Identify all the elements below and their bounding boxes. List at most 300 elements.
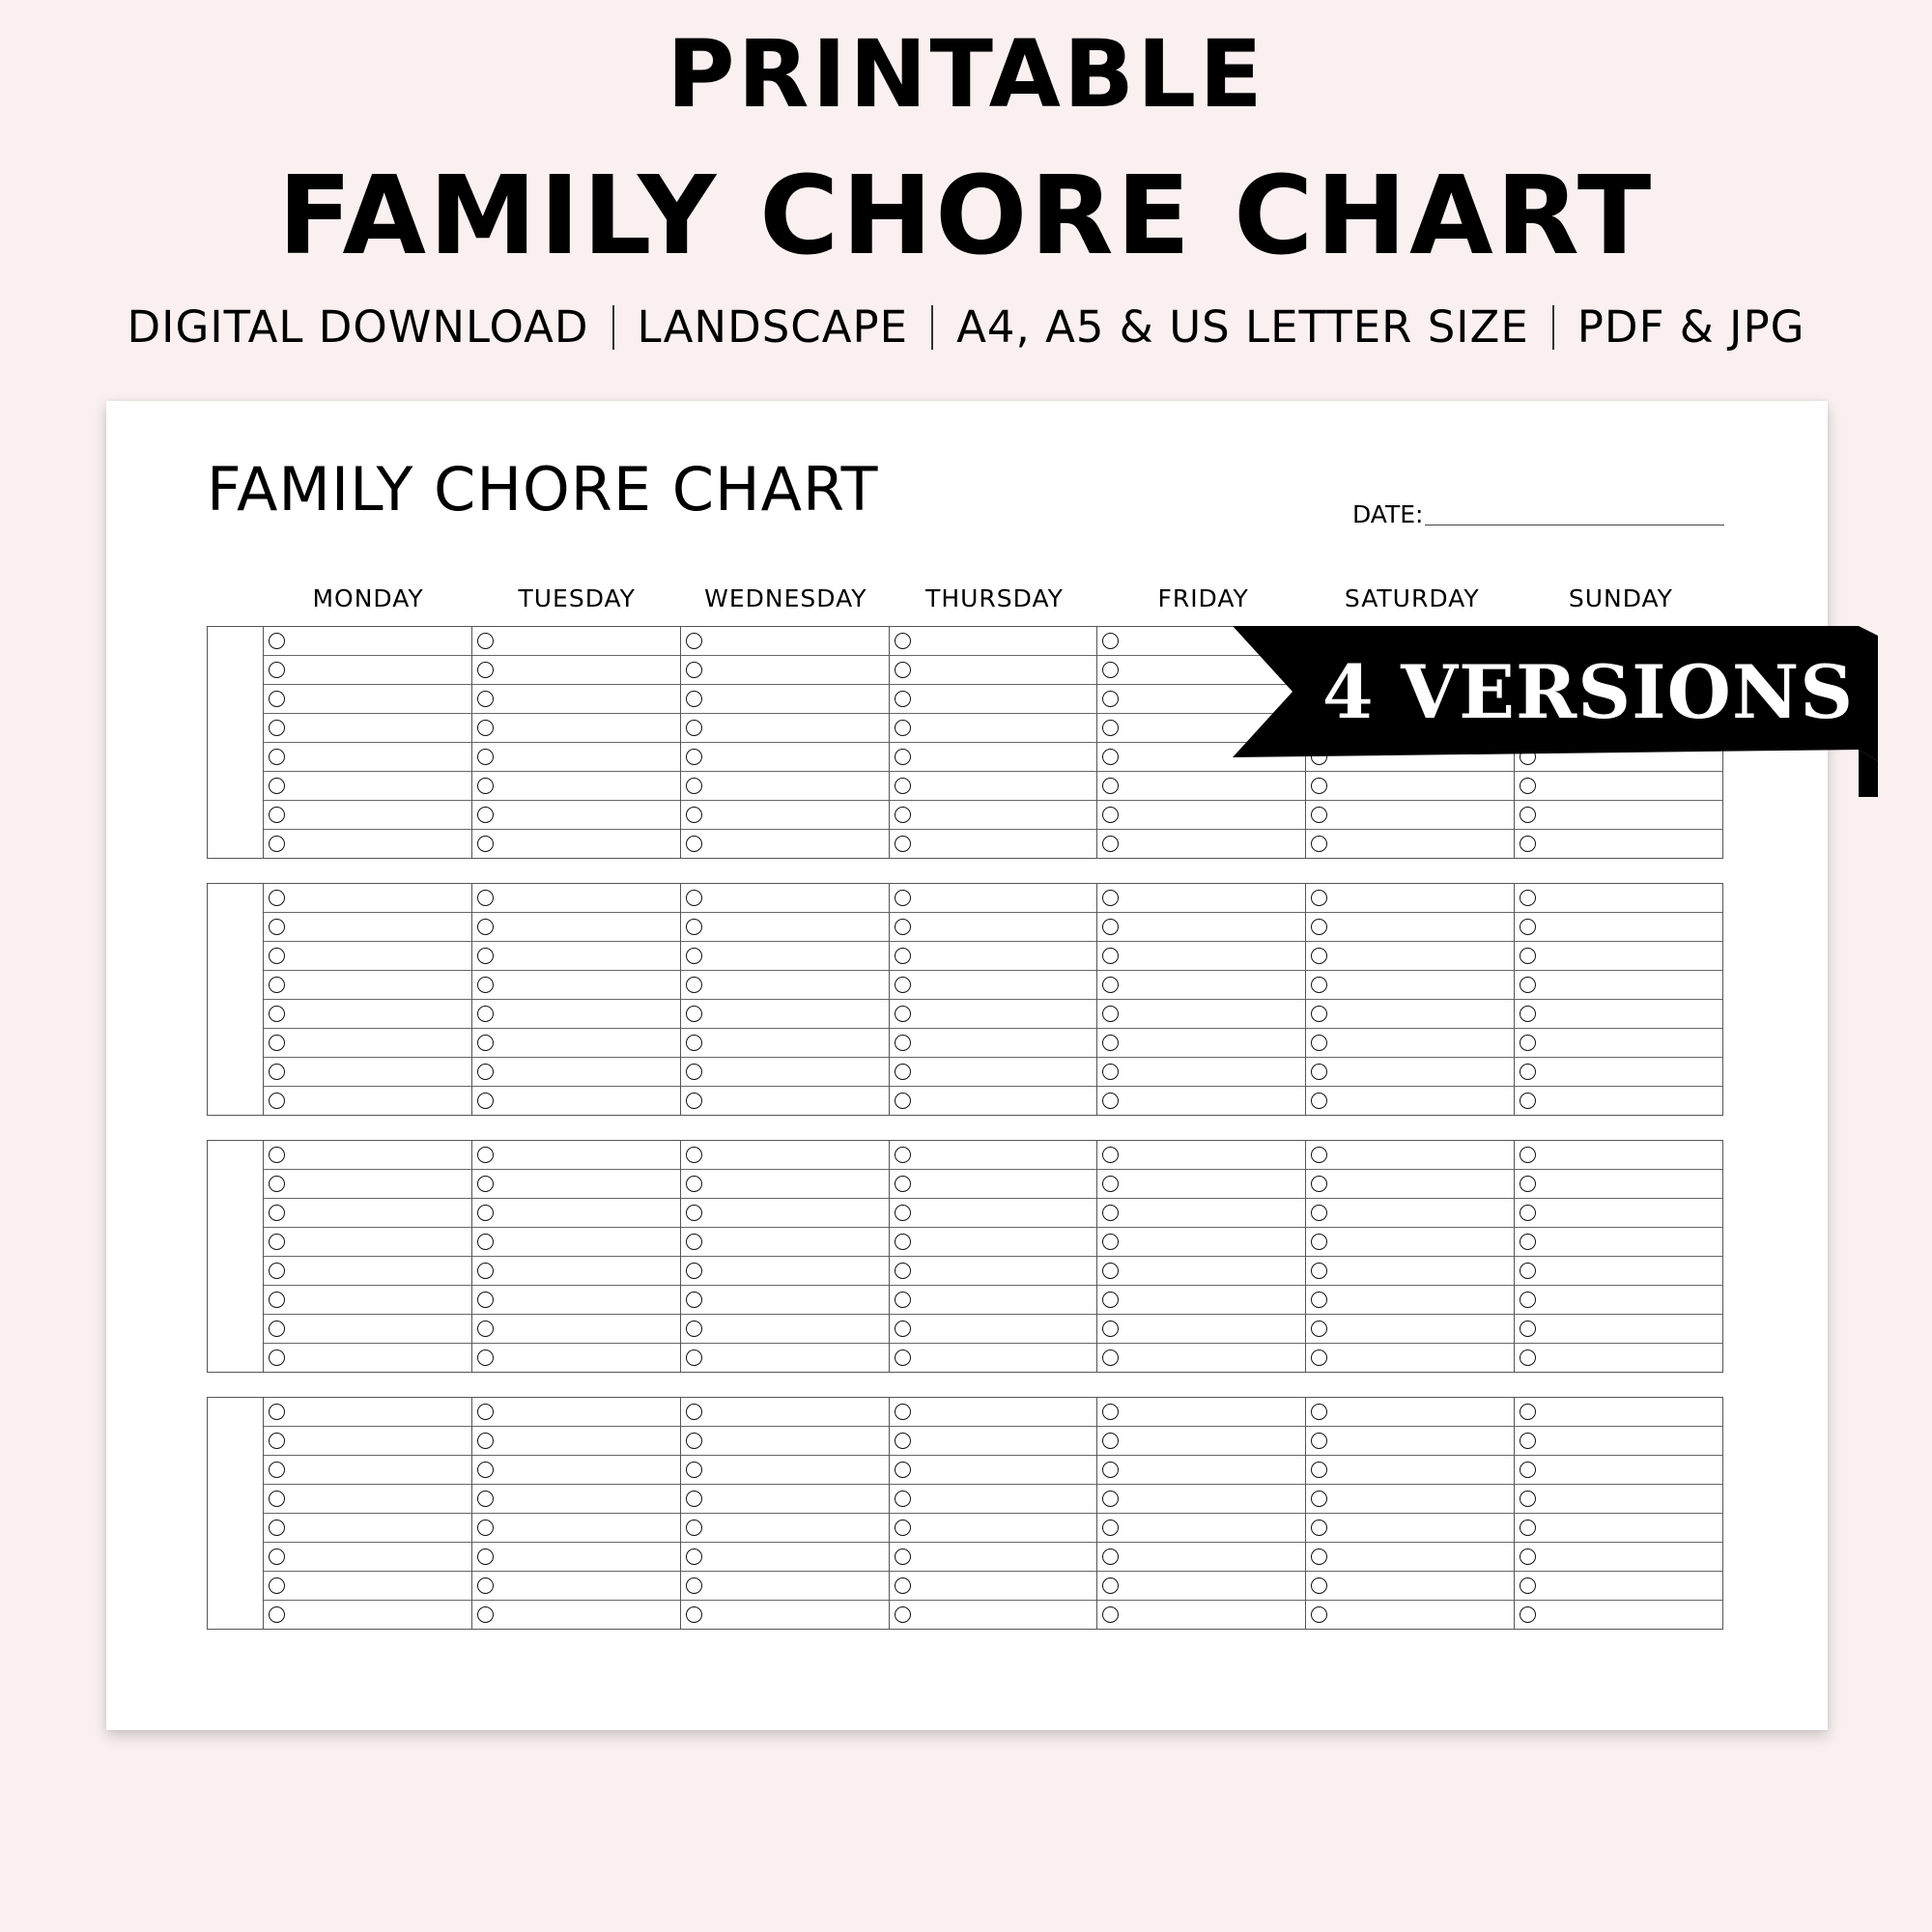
chore-row: [1306, 1029, 1514, 1058]
chore-row: [681, 913, 889, 942]
checkbox-circle-icon: [686, 1147, 702, 1163]
chore-row: [472, 1170, 680, 1199]
chore-row: [890, 1514, 1097, 1543]
checkbox-circle-icon: [686, 948, 702, 964]
chore-row: [1097, 1344, 1305, 1372]
chore-row: [264, 1058, 471, 1087]
feature-sizes: A4, A5 & US LETTER SIZE: [956, 301, 1529, 353]
chore-row: [1515, 1601, 1722, 1629]
checkbox-circle-icon: [269, 1006, 285, 1022]
chore-row: [1515, 1199, 1722, 1228]
checkbox-circle-icon: [686, 1520, 702, 1536]
checkbox-circle-icon: [269, 1205, 285, 1221]
checkbox-circle-icon: [1520, 1321, 1536, 1337]
checkbox-circle-icon: [1520, 1462, 1536, 1478]
day-header: [264, 584, 1725, 612]
chore-row: [472, 1543, 680, 1572]
chore-row: [681, 1087, 889, 1115]
chore-row: [1515, 1344, 1722, 1372]
chore-row: [1515, 884, 1722, 913]
checkbox-circle-icon: [1311, 977, 1327, 993]
chore-row: [472, 1257, 680, 1286]
checkbox-circle-icon: [269, 633, 285, 649]
checkbox-circle-icon: [1102, 1093, 1119, 1109]
chore-row: [1515, 1058, 1722, 1087]
checkbox-circle-icon: [477, 1006, 494, 1022]
chore-row: [1097, 1000, 1305, 1029]
chore-row: [681, 1029, 889, 1058]
chore-row: [264, 1228, 471, 1257]
checkbox-circle-icon: [686, 1093, 702, 1109]
checkbox-circle-icon: [686, 1321, 702, 1337]
checkbox-circle-icon: [477, 1205, 494, 1221]
chore-row: [1306, 1228, 1514, 1257]
checkbox-circle-icon: [477, 1064, 494, 1080]
chore-row: [264, 1087, 471, 1115]
chore-row: [472, 1199, 680, 1228]
chore-row: [1515, 1456, 1722, 1485]
chore-row: [472, 1228, 680, 1257]
chore-row: [890, 942, 1097, 971]
checkbox-circle-icon: [895, 890, 911, 906]
checkbox-circle-icon: [1311, 1350, 1327, 1366]
checkbox-circle-icon: [269, 1147, 285, 1163]
checkbox-circle-icon: [1102, 1176, 1119, 1192]
checkbox-circle-icon: [1520, 1093, 1536, 1109]
chore-row: [1097, 1427, 1305, 1456]
chore-row: [890, 884, 1097, 913]
chore-row: [890, 1170, 1097, 1199]
feature-divider: [931, 305, 933, 350]
day-column-tuesday: [472, 884, 681, 1115]
checkbox-circle-icon: [1102, 662, 1119, 678]
checkbox-circle-icon: [1520, 1520, 1536, 1536]
chore-block: [207, 1397, 1723, 1630]
checkbox-circle-icon: [1520, 1064, 1536, 1080]
checkbox-circle-icon: [1102, 919, 1119, 935]
chore-row: [1097, 830, 1305, 858]
day-column-monday: [264, 627, 472, 858]
checkbox-circle-icon: [895, 1292, 911, 1308]
checkbox-circle-icon: [895, 1350, 911, 1366]
day-column-tuesday: [472, 1398, 681, 1629]
chore-row: [472, 1427, 680, 1456]
chore-row: [472, 656, 680, 685]
checkbox-circle-icon: [1520, 1491, 1536, 1507]
chore-row: [1515, 1228, 1722, 1257]
chore-row: [1306, 1456, 1514, 1485]
checkbox-circle-icon: [686, 1205, 702, 1221]
chore-row: [472, 971, 680, 1000]
chore-row: [264, 656, 471, 685]
day-column-thursday: [890, 627, 1098, 858]
day-saturday: SATURDAY: [1344, 584, 1480, 612]
day-column-sunday: [1515, 1141, 1722, 1372]
checkbox-circle-icon: [686, 1035, 702, 1051]
checkbox-circle-icon: [895, 1577, 911, 1594]
checkbox-circle-icon: [477, 1577, 494, 1594]
checkbox-circle-icon: [1520, 977, 1536, 993]
chore-row: [681, 1199, 889, 1228]
checkbox-circle-icon: [895, 1606, 911, 1623]
checkbox-circle-icon: [269, 836, 285, 852]
chore-row: [1097, 1257, 1305, 1286]
checkbox-circle-icon: [477, 807, 494, 823]
chore-row: [681, 685, 889, 714]
checkbox-circle-icon: [1102, 1520, 1119, 1536]
chore-row: [1306, 884, 1514, 913]
checkbox-circle-icon: [1311, 1176, 1327, 1192]
chore-row: [681, 1257, 889, 1286]
family-member-name-cell: [208, 1398, 264, 1629]
checkbox-circle-icon: [895, 1491, 911, 1507]
checkbox-circle-icon: [1102, 720, 1119, 736]
checkbox-circle-icon: [1102, 1433, 1119, 1449]
checkbox-circle-icon: [895, 836, 911, 852]
chore-row: [1515, 1485, 1722, 1514]
feature-divider: [1552, 305, 1554, 350]
chore-row: [681, 656, 889, 685]
date-line: [1425, 525, 1724, 526]
chore-row: [1515, 1087, 1722, 1115]
day-column-saturday: [1306, 1398, 1515, 1629]
chore-row: [1097, 1485, 1305, 1514]
checkbox-circle-icon: [895, 1404, 911, 1420]
chore-row: [1306, 1344, 1514, 1372]
chore-row: [264, 1572, 471, 1601]
checkbox-circle-icon: [477, 1234, 494, 1250]
day-column-sunday: [1515, 884, 1722, 1115]
checkbox-circle-icon: [477, 977, 494, 993]
chore-row: [1097, 1315, 1305, 1344]
chore-row: [1306, 913, 1514, 942]
chore-row: [472, 627, 680, 656]
day-column-saturday: [1306, 1141, 1515, 1372]
chore-row: [1097, 801, 1305, 830]
chore-row: [681, 801, 889, 830]
chore-row: [681, 1485, 889, 1514]
checkbox-circle-icon: [895, 633, 911, 649]
chore-block: [207, 883, 1723, 1116]
chore-row: [681, 1456, 889, 1485]
versions-label: 4 VERSIONS: [1321, 648, 1855, 735]
checkbox-circle-icon: [477, 1176, 494, 1192]
chore-row: [1306, 1543, 1514, 1572]
checkbox-circle-icon: [1102, 633, 1119, 649]
chore-row: [1097, 1572, 1305, 1601]
checkbox-circle-icon: [1520, 1548, 1536, 1565]
chore-row: [472, 1601, 680, 1629]
chore-row: [264, 772, 471, 801]
checkbox-circle-icon: [895, 1263, 911, 1279]
chore-row: [472, 913, 680, 942]
chore-row: [264, 1543, 471, 1572]
checkbox-circle-icon: [686, 1350, 702, 1366]
headline-printable: PRINTABLE: [667, 20, 1265, 128]
checkbox-circle-icon: [1311, 1548, 1327, 1565]
checkbox-circle-icon: [686, 977, 702, 993]
checkbox-circle-icon: [269, 749, 285, 765]
checkbox-circle-icon: [1520, 1404, 1536, 1420]
checkbox-circle-icon: [1520, 1263, 1536, 1279]
chore-row: [472, 884, 680, 913]
chore-row: [264, 1170, 471, 1199]
chore-row: [890, 1315, 1097, 1344]
checkbox-circle-icon: [1311, 1433, 1327, 1449]
day-column-friday: [1097, 1141, 1306, 1372]
checkbox-circle-icon: [1102, 1006, 1119, 1022]
chore-row: [890, 1141, 1097, 1170]
checkbox-circle-icon: [686, 633, 702, 649]
checkbox-circle-icon: [1311, 890, 1327, 906]
checkbox-circle-icon: [269, 1520, 285, 1536]
chore-row: [264, 1199, 471, 1228]
checkbox-circle-icon: [686, 1548, 702, 1565]
checkbox-circle-icon: [1102, 749, 1119, 765]
chore-row: [264, 1485, 471, 1514]
checkbox-circle-icon: [1102, 1263, 1119, 1279]
checkbox-circle-icon: [477, 890, 494, 906]
chore-row: [264, 913, 471, 942]
chore-row: [681, 1514, 889, 1543]
chore-row: [264, 1456, 471, 1485]
chore-row: [890, 801, 1097, 830]
chore-row: [1515, 1029, 1722, 1058]
checkbox-circle-icon: [686, 1606, 702, 1623]
chore-row: [1097, 1543, 1305, 1572]
chore-row: [890, 1228, 1097, 1257]
chore-row: [1306, 1199, 1514, 1228]
checkbox-circle-icon: [477, 1292, 494, 1308]
checkbox-circle-icon: [269, 1548, 285, 1565]
checkbox-circle-icon: [686, 1433, 702, 1449]
chore-row: [1097, 1228, 1305, 1257]
checkbox-circle-icon: [686, 1404, 702, 1420]
checkbox-circle-icon: [1102, 1205, 1119, 1221]
checkbox-circle-icon: [1311, 1321, 1327, 1337]
day-column-friday: [1097, 884, 1306, 1115]
checkbox-circle-icon: [1311, 1491, 1327, 1507]
chore-row: [472, 743, 680, 772]
chore-row: [472, 830, 680, 858]
chore-row: [681, 1286, 889, 1315]
chore-row: [1306, 942, 1514, 971]
chore-chart-sheet: [106, 401, 1828, 1730]
day-tuesday: TUESDAY: [518, 584, 636, 612]
checkbox-circle-icon: [895, 778, 911, 794]
chore-row: [890, 1485, 1097, 1514]
checkbox-circle-icon: [269, 1263, 285, 1279]
chore-row: [681, 1601, 889, 1629]
date-field: [1352, 500, 1724, 528]
checkbox-circle-icon: [686, 1064, 702, 1080]
checkbox-circle-icon: [477, 1520, 494, 1536]
day-column-wednesday: [681, 884, 890, 1115]
checkbox-circle-icon: [686, 662, 702, 678]
checkbox-circle-icon: [477, 691, 494, 707]
checkbox-circle-icon: [477, 1404, 494, 1420]
chore-row: [1097, 971, 1305, 1000]
checkbox-circle-icon: [686, 919, 702, 935]
day-column-monday: [264, 1141, 472, 1372]
chore-row: [264, 1029, 471, 1058]
chore-row: [1306, 1141, 1514, 1170]
chore-row: [1306, 1514, 1514, 1543]
chore-row: [1097, 1456, 1305, 1485]
chore-row: [681, 1398, 889, 1427]
checkbox-circle-icon: [269, 1491, 285, 1507]
chore-row: [890, 743, 1097, 772]
checkbox-circle-icon: [477, 1548, 494, 1565]
chore-row: [890, 656, 1097, 685]
chore-row: [472, 801, 680, 830]
chore-row: [890, 1398, 1097, 1427]
chore-row: [1306, 1257, 1514, 1286]
checkbox-circle-icon: [269, 720, 285, 736]
day-column-wednesday: [681, 1141, 890, 1372]
checkbox-circle-icon: [686, 1577, 702, 1594]
checkbox-circle-icon: [1102, 1035, 1119, 1051]
checkbox-circle-icon: [1520, 919, 1536, 935]
chore-row: [1515, 1514, 1722, 1543]
checkbox-circle-icon: [1520, 1147, 1536, 1163]
day-thursday: THURSDAY: [925, 584, 1064, 612]
chore-row: [890, 627, 1097, 656]
chore-row: [890, 1601, 1097, 1629]
chore-row: [681, 1543, 889, 1572]
chore-row: [681, 627, 889, 656]
chore-row: [681, 942, 889, 971]
checkbox-circle-icon: [895, 1234, 911, 1250]
chore-row: [472, 1286, 680, 1315]
chore-row: [1515, 913, 1722, 942]
chore-row: [1097, 1170, 1305, 1199]
checkbox-circle-icon: [269, 1606, 285, 1623]
chore-row: [1515, 830, 1722, 858]
checkbox-circle-icon: [1102, 1234, 1119, 1250]
chore-row: [264, 1286, 471, 1315]
checkbox-circle-icon: [895, 807, 911, 823]
checkbox-circle-icon: [477, 836, 494, 852]
chore-row: [681, 1427, 889, 1456]
checkbox-circle-icon: [1102, 948, 1119, 964]
chore-row: [472, 714, 680, 743]
checkbox-circle-icon: [1102, 1462, 1119, 1478]
chore-row: [1097, 1398, 1305, 1427]
chore-row: [1097, 1601, 1305, 1629]
family-member-name-cell: [208, 884, 264, 1115]
checkbox-circle-icon: [895, 948, 911, 964]
chore-row: [1306, 1000, 1514, 1029]
chore-row: [1097, 1199, 1305, 1228]
checkbox-circle-icon: [1311, 1292, 1327, 1308]
checkbox-circle-icon: [1520, 1035, 1536, 1051]
chore-row: [1515, 1543, 1722, 1572]
chore-row: [1515, 1315, 1722, 1344]
checkbox-circle-icon: [1311, 1205, 1327, 1221]
checkbox-circle-icon: [686, 720, 702, 736]
checkbox-circle-icon: [269, 1404, 285, 1420]
checkbox-circle-icon: [269, 1234, 285, 1250]
checkbox-circle-icon: [1102, 1606, 1119, 1623]
chore-row: [264, 1315, 471, 1344]
chore-row: [890, 1543, 1097, 1572]
checkbox-circle-icon: [1520, 807, 1536, 823]
chore-row: [681, 971, 889, 1000]
chore-row: [264, 1601, 471, 1629]
checkbox-circle-icon: [895, 1205, 911, 1221]
chore-row: [890, 1087, 1097, 1115]
chore-row: [681, 830, 889, 858]
checkbox-circle-icon: [269, 1176, 285, 1192]
chore-row: [264, 1344, 471, 1372]
checkbox-circle-icon: [1311, 919, 1327, 935]
day-column-sunday: [1515, 1398, 1722, 1629]
chore-row: [1306, 801, 1514, 830]
checkbox-circle-icon: [1102, 1064, 1119, 1080]
checkbox-circle-icon: [1520, 1606, 1536, 1623]
day-sunday: SUNDAY: [1568, 584, 1673, 612]
checkbox-circle-icon: [1520, 1292, 1536, 1308]
checkbox-circle-icon: [895, 1462, 911, 1478]
chore-row: [1097, 1514, 1305, 1543]
chore-row: [681, 1058, 889, 1087]
day-column-monday: [264, 1398, 472, 1629]
chore-row: [890, 1572, 1097, 1601]
day-column-thursday: [890, 1398, 1098, 1629]
chore-row: [890, 1257, 1097, 1286]
checkbox-circle-icon: [895, 919, 911, 935]
feature-divider: [612, 305, 614, 350]
checkbox-circle-icon: [269, 1433, 285, 1449]
chore-row: [1306, 1286, 1514, 1315]
chore-row: [264, 1427, 471, 1456]
chore-row: [681, 1000, 889, 1029]
chore-row: [890, 1000, 1097, 1029]
chore-row: [472, 942, 680, 971]
checkbox-circle-icon: [1102, 807, 1119, 823]
chore-row: [890, 1029, 1097, 1058]
checkbox-circle-icon: [686, 1491, 702, 1507]
checkbox-circle-icon: [477, 749, 494, 765]
day-column-monday: [264, 884, 472, 1115]
checkbox-circle-icon: [895, 1433, 911, 1449]
chore-row: [681, 1170, 889, 1199]
chore-row: [890, 714, 1097, 743]
day-monday: MONDAY: [312, 584, 424, 612]
chore-block: [207, 1140, 1723, 1373]
checkbox-circle-icon: [269, 1350, 285, 1366]
chore-row: [1306, 1427, 1514, 1456]
family-member-name-cell: [208, 1141, 264, 1372]
chore-row: [681, 1228, 889, 1257]
day-column-wednesday: [681, 627, 890, 858]
checkbox-circle-icon: [895, 1520, 911, 1536]
checkbox-circle-icon: [269, 919, 285, 935]
checkbox-circle-icon: [477, 1321, 494, 1337]
chore-row: [681, 1572, 889, 1601]
headline-family-chore-chart: FAMILY CHORE CHART: [277, 154, 1655, 279]
checkbox-circle-icon: [1102, 778, 1119, 794]
checkbox-circle-icon: [477, 1462, 494, 1478]
chore-row: [890, 1427, 1097, 1456]
checkbox-circle-icon: [1520, 1006, 1536, 1022]
chore-row: [1515, 1286, 1722, 1315]
checkbox-circle-icon: [1311, 1462, 1327, 1478]
checkbox-circle-icon: [895, 749, 911, 765]
chore-row: [264, 801, 471, 830]
feature-landscape: LANDSCAPE: [637, 301, 909, 353]
